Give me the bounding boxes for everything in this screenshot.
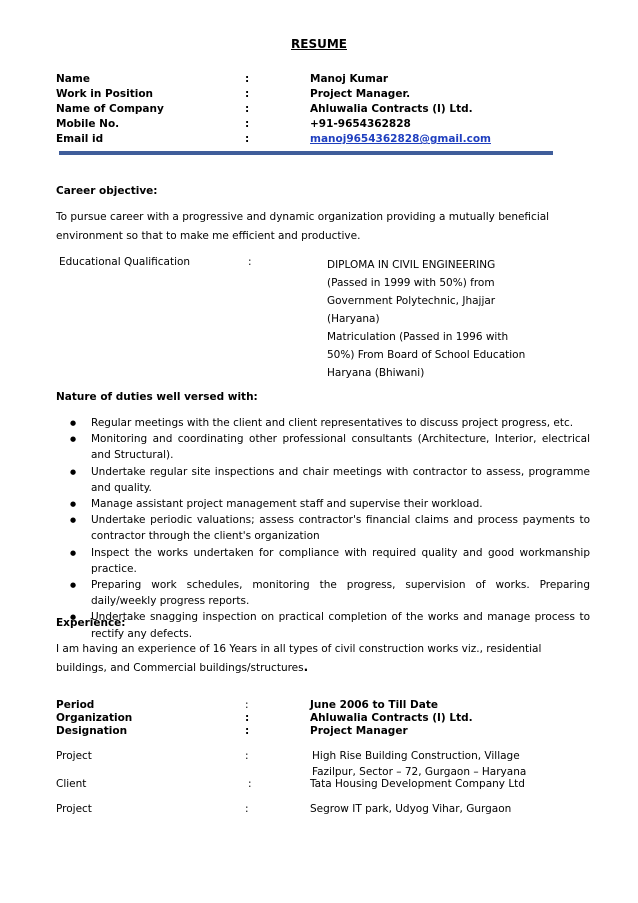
period-value: June 2006 to Till Date — [310, 699, 438, 711]
name-value: Manoj Kumar — [310, 73, 389, 85]
email-link[interactable]: manoj9654362828@gmail.com — [310, 133, 491, 145]
colon: : — [248, 256, 252, 268]
project-line-2: Fazilpur, Sector – 72, Gurgaon – Haryana — [312, 766, 527, 778]
colon: : — [245, 73, 250, 85]
list-item: ● Preparing work schedules, monitoring the progress, supervision of works. Preparing daily/weekly progress reports. — [56, 577, 590, 609]
matric-line-1: Matriculation (Passed in 1996 with — [327, 331, 509, 343]
career-line-1: To pursue career with a progressive and dynamic organization providing a mutually beneficial — [56, 211, 550, 223]
list-item: ● Undertake periodic valuations; assess contractor's financial claims and process payments to contractor through the client's organization — [56, 512, 590, 544]
company-label: Name of Company — [56, 103, 164, 115]
experience-heading: Experience: — [56, 617, 126, 629]
mobile-value: +91-9654362828 — [310, 118, 411, 130]
colon: : — [245, 88, 250, 100]
colon: : — [245, 118, 250, 130]
name-label: Name — [56, 73, 90, 85]
colon: : — [245, 750, 249, 762]
document-title: RESUME — [291, 37, 347, 51]
email-label: Email id — [56, 133, 104, 145]
position-label: Work in Position — [56, 88, 154, 100]
diploma-line-2: (Passed in 1999 with 50%) from — [327, 277, 495, 289]
project-label: Project — [56, 750, 92, 762]
diploma-line-3: Government Polytechnic, Jhajjar — [327, 295, 496, 307]
mobile-label: Mobile No. — [56, 118, 120, 130]
career-heading: Career objective: — [56, 185, 158, 197]
divider — [59, 151, 553, 155]
organization-label: Organization — [56, 712, 133, 724]
designation-label: Designation — [56, 725, 128, 737]
organization-value: Ahluwalia Contracts (I) Ltd. — [310, 712, 473, 724]
designation-value: Project Manager — [310, 725, 408, 737]
list-item: ● Inspect the works undertaken for compliance with required quality and good workmanship practice. — [56, 545, 590, 577]
client-label: Client — [56, 778, 87, 790]
colon: : — [245, 712, 250, 724]
list-item: ● Monitoring and coordinating other professional consultants (Architecture, Interior, electrical and Structural). — [56, 431, 590, 463]
education-label: Educational Qualification — [59, 256, 191, 268]
diploma-line-4: (Haryana) — [327, 313, 380, 325]
list-item: ● Manage assistant project management staff and supervise their workload. — [56, 496, 590, 512]
diploma-line-1: DIPLOMA IN CIVIL ENGINEERING — [327, 259, 496, 271]
project-value: Segrow IT park, Udyog Vihar, Gurgaon — [310, 803, 512, 815]
colon: : — [248, 778, 252, 790]
project-label: Project — [56, 803, 92, 815]
company-value: Ahluwalia Contracts (I) Ltd. — [310, 103, 473, 115]
position-value: Project Manager. — [310, 88, 411, 100]
matric-line-3: Haryana (Bhiwani) — [327, 367, 425, 379]
list-item: ● Undertake regular site inspections and chair meetings with contractor to assess, programme and quality. — [56, 464, 590, 496]
duties-list — [56, 415, 590, 642]
client-value: Tata Housing Development Company Ltd — [310, 778, 525, 790]
colon: : — [245, 803, 249, 815]
matric-line-2: 50%) From Board of School Education — [327, 349, 526, 361]
duties-heading: Nature of duties well versed with: — [56, 391, 258, 403]
list-item: ● Regular meetings with the client and client representatives to discuss project progress, etc. — [56, 415, 590, 431]
colon: : — [245, 103, 250, 115]
experience-line-1: I am having an experience of 16 Years in all types of civil construction works viz., residential — [56, 643, 542, 655]
colon: : — [245, 133, 250, 145]
list-item: ● Undertake snagging inspection on practical completion of the works and manage process to rectify any defects. — [56, 609, 590, 641]
experience-line-2: buildings, and Commercial buildings/structures. — [56, 660, 309, 674]
colon: : — [245, 725, 250, 737]
project-line-1: High Rise Building Construction, Village — [312, 750, 520, 762]
period-label: Period — [56, 699, 95, 711]
colon: : — [245, 699, 249, 711]
career-line-2: environment so that to make me efficient and productive. — [56, 230, 361, 242]
